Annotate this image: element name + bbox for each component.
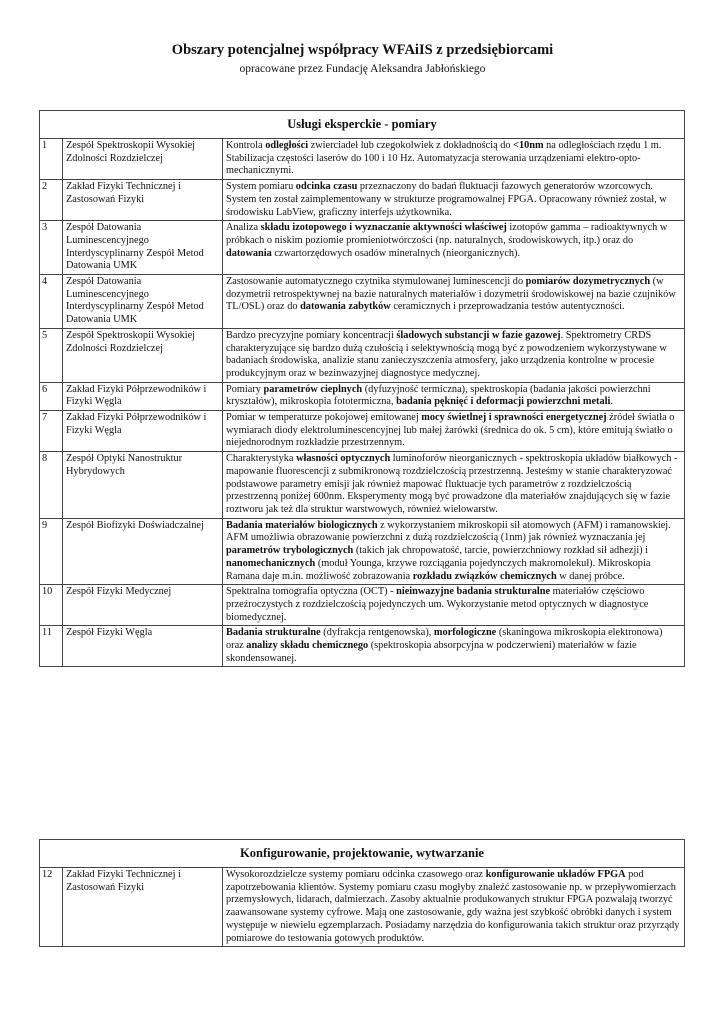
table-row — [40, 139, 685, 180]
highlighted-text: <10nm — [513, 140, 544, 151]
row-number: 9 — [40, 518, 63, 585]
service-description — [223, 585, 685, 626]
table-row — [40, 180, 685, 221]
service-description — [223, 180, 685, 221]
unit-name: Zespół Spektroskopii Wysokiej Zdolności Rozdzielczej — [63, 328, 223, 382]
description-text: Zastosowanie automatycznego czytnika stymulowanej luminescencji do — [226, 276, 526, 288]
description-text: materiałów częściowo przeźroczystych z rozdzielczością pojedynczych um. Wykorzystanie metod optycznych w diagnostyce biomedycznej. — [226, 586, 649, 623]
highlighted-text: nanomechanicznych — [226, 557, 316, 569]
description-text: Pomiar w temperaturze pokojowej emitowanej — [226, 412, 422, 424]
service-description — [223, 868, 685, 947]
row-number: 10 — [40, 585, 63, 626]
service-description — [223, 139, 685, 180]
section-header-row — [40, 111, 685, 139]
description-text: Bardzo precyzyjne pomiary koncentracji — [226, 329, 397, 341]
service-description — [223, 411, 685, 452]
highlighted-text: datowania zabytków — [300, 301, 391, 313]
description-text: Wysokorozdzielcze systemy pomiaru odcinka czasowego oraz — [226, 869, 486, 880]
table-row — [40, 518, 685, 585]
service-description — [223, 518, 685, 585]
section-heading: Konfigurowanie, projektowanie, wytwarzanie — [40, 840, 685, 868]
description-text: Pomiary — [226, 383, 264, 395]
description-text: z wykorzystaniem mikroskopii sił atomowych (AFM) i ramanowskiej. AFM umożliwia obrazowanie powierzchni z dużą rozdzielczością (1nm) jak również wyznaczania jej — [226, 519, 671, 544]
unit-name: Zespół Datowania Luminescencyjnego Interdyscyplinarny Zespół Metod Datowania UMK — [63, 275, 223, 329]
unit-name: Zespół Spektroskopii Wysokiej Zdolności Rozdzielczej — [63, 139, 223, 180]
description-text: izotopów gamma – radioaktywnych w próbkach o niskim poziomie promieniotwórczości (np. naturalnych, środowiskowych, itp.) oraz do — [226, 222, 668, 246]
unit-name: Zakład Fizyki Technicznej i Zastosowań Fizyki — [63, 868, 223, 947]
table-row — [40, 585, 685, 626]
service-description — [223, 626, 685, 667]
description-text: ceramicznych i przeprowadzania testów autentyczności. — [390, 301, 625, 313]
unit-name: Zakład Fizyki Technicznej i Zastosowań Fizyki — [63, 180, 223, 221]
description-text: pod zapotrzebowania klientów. Systemy pomiaru czasu mogłyby znaleźć zastosowanie np. w przepływomierzach przemysłowych, lidarach, dalmierzach. Zasoby aktualnie produkowanych struktur FPGA pozwalają tworzyć zaawansowane systemy cyfrowe. Mają one zastosowanie, gdy ważna jest szybkość obróbki danych i system występuje w niewielu egzemplarzach. Posiadamy narzędzia do konfigurowania takich struktur oraz przyrządy pomiarowe do testowania gotowych produktów. — [226, 869, 680, 944]
table-row — [40, 221, 685, 275]
service-description — [223, 328, 685, 382]
description-text: (dyfrakcja rentgenowska), — [320, 627, 434, 639]
highlighted-text: Badania materiałów biologicznych — [226, 519, 378, 531]
highlighted-text: odcinka czasu — [295, 181, 358, 193]
description-text: na odległościach rzędu 1 m. Stabilizacja częstości laserów do 100 i 10 Hz. Automatyzacja sterowania urządzeniami elektro-opto-mechanicznymi. — [226, 140, 662, 177]
highlighted-text: pomiarów dozymetrycznych — [525, 276, 651, 288]
page-subtitle: opracowane przez Fundację Aleksandra Jabłońskiego — [239, 63, 486, 75]
description-text: (spektroskopia absorpcyjna w podczerwieni) materiałów w fazie skondensowanej. — [226, 640, 637, 664]
row-number: 6 — [40, 382, 63, 410]
row-number: 7 — [40, 411, 63, 452]
page-title: Obszary potencjalnej współpracy WFAiIS z przedsiębiorcami — [171, 42, 554, 58]
unit-name: Zespół Optyki Nanostruktur Hybrydowych — [63, 452, 223, 519]
row-number: 5 — [40, 328, 63, 382]
table-row — [40, 626, 685, 667]
row-number: 12 — [40, 868, 63, 947]
highlighted-text: śladowych substancji w fazie gazowej — [396, 329, 561, 341]
description-text: zwierciadeł lub czegokolwiek z dokładnością do — [308, 140, 514, 151]
description-text: (dyfuzyjność termiczna), spektroskopia (badania jakości powierzchni kryształów), mikroskopia fototermiczna, — [226, 383, 651, 408]
unit-name: Zespół Biofizyki Doświadczalnej — [63, 518, 223, 585]
service-description — [223, 275, 685, 329]
highlighted-text: Badania strukturalne — [226, 627, 321, 639]
table-row — [40, 452, 685, 519]
service-description — [223, 452, 685, 519]
description-text: czwartorzędowych osadów mineralnych (nieorganicznych). — [271, 247, 521, 259]
unit-name: Zakład Fizyki Półprzewodników i Fizyki Węgla — [63, 411, 223, 452]
row-number: 4 — [40, 275, 63, 329]
service-description — [223, 221, 685, 275]
row-number: 3 — [40, 221, 63, 275]
unit-name: Zespół Datowania Luminescencyjnego Interdyscyplinarny Zespół Metod Datowania UMK — [63, 221, 223, 275]
highlighted-text: parametrów trybologicznych — [226, 545, 354, 557]
table-row — [40, 382, 685, 410]
description-text: luminoforów nieorganicznych - spektroskopia układów białkowych - mapowanie fluorescencji z submikronową rozdzielczością przestrzenną. Jesteśmy w stanie charakteryzować podstawowe parametry emisji jak również mapować fluktuacje tych parametrów z rozdzielczością przestrzenną poniżej 600nm. Eksperymenty mogą być prowadzone dla materiałów znajdujących się w fazie roztworu jak też dla struktur warstwowych, również wielowarstw. — [226, 453, 678, 515]
highlighted-text: datowania — [226, 247, 272, 259]
description-text: (takich jak chropowatość, tarcie, powierzchniowy rozkład sił adhezji) i — [353, 545, 649, 557]
description-text: . — [610, 396, 613, 408]
highlighted-text: konfigurowanie układów FPGA — [485, 869, 626, 880]
unit-name: Zakład Fizyki Półprzewodników i Fizyki Węgla — [63, 382, 223, 410]
description-text: Kontrola — [226, 140, 266, 151]
description-text: Charakterystyka — [226, 453, 297, 465]
highlighted-text: rozkładu związków chemicznych — [412, 570, 557, 582]
description-text: (moduł Younga, krzywe rozciągania pojedynczych makromolekuł). Mikroskopia Ramana daje m.in. możliwość zobrazowania — [226, 557, 651, 582]
unit-name: Zespół Fizyki Medycznej — [63, 585, 223, 626]
description-text: (skaningowa mikroskopia elektronowa) oraz — [226, 627, 663, 652]
description-text: (w dozymetrii retrospektywnej na bazie naturalnych materiałów i dozymetrii środowiskowej na bazie czujników TL/OSL) oraz do — [226, 276, 676, 313]
row-number: 2 — [40, 180, 63, 221]
description-text: przeznaczony do badań fluktuacji fazowych generatorów wzorcowych. System ten został zaimplementowany w strukturze programowalnej FPGA. Opracowany również został, w środowisku LabView, graficzny interfejs użytkownika. — [226, 181, 667, 218]
section-heading: Usługi eksperckie - pomiary — [40, 111, 685, 139]
table-row — [40, 868, 685, 947]
highlighted-text: składu izotopowego i wyznaczanie aktywności właściwej — [260, 222, 507, 234]
highlighted-text: analizy składu chemicznego — [246, 640, 369, 652]
description-text: System pomiaru — [226, 181, 296, 193]
row-number: 8 — [40, 452, 63, 519]
unit-name: Zespół Fizyki Węgla — [63, 626, 223, 667]
table-row — [40, 275, 685, 329]
table-row — [40, 411, 685, 452]
section-header-row — [40, 840, 685, 868]
highlighted-text: badania pęknięć i deformacji powierzchni metali — [396, 396, 611, 408]
configuration-design-table — [39, 839, 685, 947]
description-text: w danej próbce. — [556, 570, 625, 582]
description-text: Spektralna tomografia optyczna (OCT) - — [226, 586, 397, 598]
highlighted-text: parametrów cieplnych — [263, 383, 363, 395]
description-text: źródeł światła o wymiarach diody elektroluminescencyjnej lub małej żarówki (średnica do ok. 5 cm), które emitują światło o niejednorodnym rozkładzie przestrzennym. — [226, 412, 675, 449]
row-number: 11 — [40, 626, 63, 667]
description-text: . Spektrometry CRDS charakteryzujące się bardzo dużą czułością i selektywnością mogą być z powodzeniem wykorzystywane w badaniach środowiska, analizie stanu zanieczyszczenia atmosfery, jako urządzenia kontrolne w procesie produkcyjnym oraz w bezinwazyjnej diagnostyce medycznej. — [226, 329, 667, 379]
description-text: Analiza — [226, 222, 261, 234]
services-measurements-table — [39, 110, 685, 667]
highlighted-text: odległości — [265, 140, 309, 151]
highlighted-text: morfologiczne — [433, 627, 497, 639]
table-row — [40, 328, 685, 382]
highlighted-text: własności optycznych — [296, 453, 391, 465]
service-description — [223, 382, 685, 410]
highlighted-text: mocy świetlnej i sprawności energetycznej — [421, 412, 607, 424]
highlighted-text: nieinwazyjne badania strukturalne — [396, 586, 551, 598]
row-number: 1 — [40, 139, 63, 180]
